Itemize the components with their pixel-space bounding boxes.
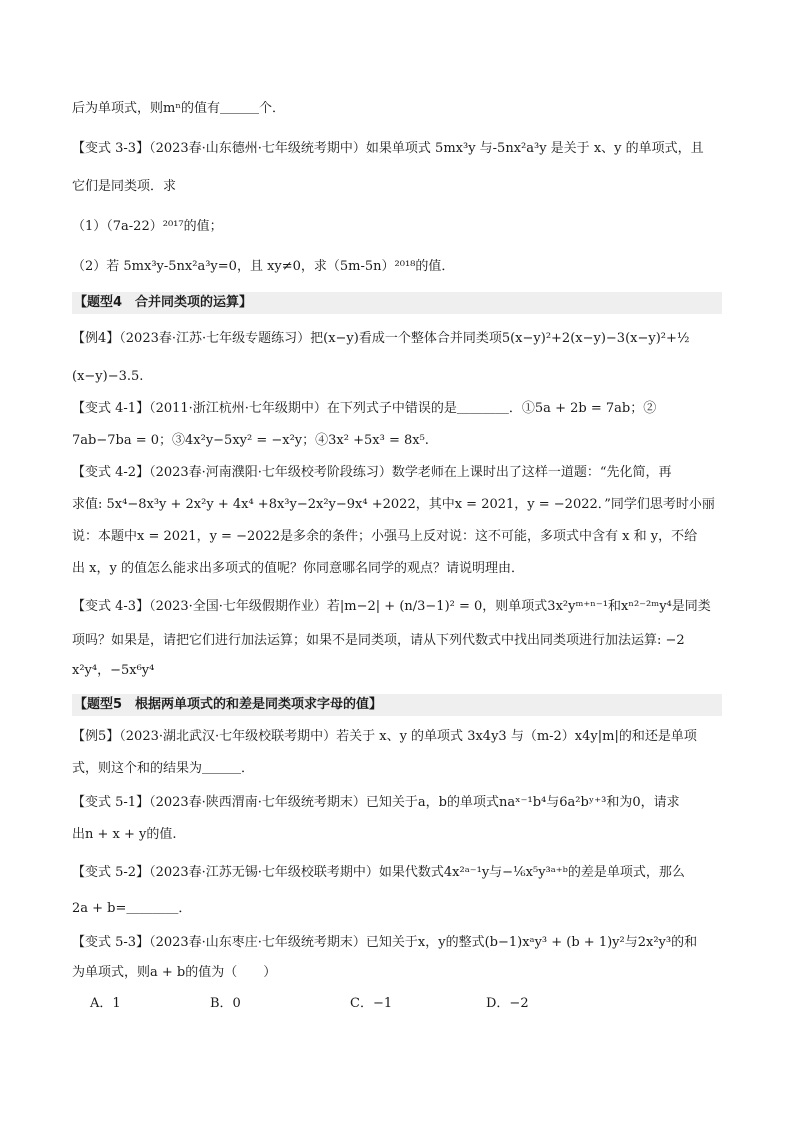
text-line: 【例5】（2023·湖北武汉·七年级校联考期中）若关于 x、y 的单项式 3x4y3 与（m-2）x4y|m|的和还是单项 xyxy=(72,729,697,744)
text-line: 【变式 4-1】（2011·浙江杭州·七年级期中）在下列式子中错误的是＿＿＿＿．①5a + 2b = 7ab；② xyxy=(72,401,657,416)
text-line: 它们是同类项．求 xyxy=(72,179,177,194)
text-line: 式，则这个和的结果为＿＿＿． xyxy=(72,761,255,776)
section-header-5: 【题型5 根据两单项式的和差是同类项求字母的值】 xyxy=(72,694,722,716)
text-line: 【变式 5-2】（2023春·江苏无锡·七年级校联考期中）如果代数式4x²ᵃ⁻¹y与−⅙x⁵y³ᵃ⁺ᵇ的差是单项式，那么 xyxy=(72,865,685,880)
text-line: 【变式 4-3】（2023·全国·七年级假期作业）若|m−2| + (n/3−1)² = 0，则单项式3x²yᵐ⁺ⁿ⁻¹和xⁿ²⁻²ᵐy⁴是同类 xyxy=(72,599,711,614)
text-line: （1）（7a-22）²⁰¹⁷的值； xyxy=(72,219,223,234)
text-line: 【变式 3-3】（2023春·山东德州·七年级统考期中）如果单项式 5mx³y 与-5nx²a³y 是关于 x、y 的单项式，且 xyxy=(72,141,704,156)
choice-d: D．−2 xyxy=(486,996,529,1011)
text-line: （2）若 5mx³y-5nx²a³y=0，且 xy≠0，求（5m-5n）²⁰¹⁸的值． xyxy=(72,259,455,274)
text-line: 后为单项式，则mⁿ的值有＿＿＿个． xyxy=(72,101,285,116)
text-line: 【变式 5-3】（2023春·山东枣庄·七年级统考期末）已知关于x，y的整式(b−1)xᵃy³ + (b + 1)y²与2x²y³的和 xyxy=(72,935,698,950)
choice-a: A．1 xyxy=(90,996,121,1011)
text-line: (x−y)−3.5. xyxy=(72,369,144,384)
text-line: 出n + x + y的值. xyxy=(72,827,177,842)
text-line: 【例4】（2023春·江苏·七年级专题练习）把(x−y)看成一个整体合并同类项5(x−y)²+2(x−y)−3(x−y)²+½ xyxy=(72,331,690,346)
text-line: 2a + b=＿＿＿＿． xyxy=(72,901,192,916)
choice-b: B．0 xyxy=(210,996,241,1011)
choice-c: C．−1 xyxy=(350,996,393,1011)
text-line: 7ab−7ba = 0；③4x²y−5xy² = −x²y；④3x² +5x³ = 8x⁵. xyxy=(72,433,429,448)
section-header-4: 【题型4 合并同类项的运算】 xyxy=(72,292,722,314)
text-line: 【变式 4-2】（2023春·河南濮阳·七年级校考阶段练习）数学老师在上课时出了这样一道题：“先化简，再 xyxy=(72,465,672,480)
text-line: 为单项式，则a + b的值为（ ） xyxy=(72,965,277,980)
text-line: 求值: 5x⁴−8x³y + 2x²y + 4x⁴ +8x³y−2x²y−9x⁴ +2022，其中x = 2021，y = −2022．”同学们思考时小丽 xyxy=(72,497,715,512)
text-line: 出 x，y 的值怎么能求出多项式的值呢？你同意哪名同学的观点？请说明理由． xyxy=(72,561,524,576)
text-line: 说：本题中x = 2021，y = −2022是多余的条件；小强马上反对说：这不可能，多项式中含有 x 和 y，不给 xyxy=(72,529,698,544)
text-line: x²y⁴，−5x⁶y⁴ xyxy=(72,663,155,678)
text-line: 【变式 5-1】（2023春·陕西渭南·七年级统考期末）已知关于a，b的单项式naˣ⁻¹b⁴与6a²bʸ⁺³和为0，请求 xyxy=(72,795,680,810)
text-line: 项吗？如果是，请把它们进行加法运算；如果不是同类项，请从下列代数式中找出同类项进行加法运算: −2 xyxy=(72,633,685,648)
